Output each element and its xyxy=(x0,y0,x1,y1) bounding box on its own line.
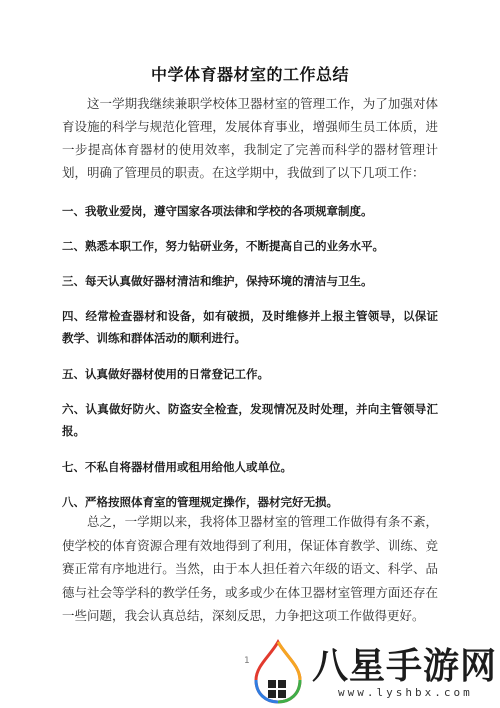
document-title: 中学体育器材室的工作总结 xyxy=(150,65,349,84)
watermark-url: www.lyshbx.com xyxy=(338,686,473,699)
work-item-list xyxy=(62,200,438,526)
work-item: 四、经常检查器材和设备，如有破损，及时维修并上报主管领导，以保证教学、训练和群体活动的顺利进行。 xyxy=(62,309,438,345)
summary-paragraph: 总之，一学期以来，我将体卫器材室的管理工作做得有条不紊，使学校的体育资源合理有效地得到了利用，保证体育教学、训练、竞赛正常有序地进行。当然，由于本人担任着六年级的语文、科学、品德与社会等学科的教学任务，或多或少在体卫器材室管理方面还存在一些问题，我会认真总结，深刻反思，力争把这项工作做得更好。 xyxy=(62,514,438,623)
work-item: 六、认真做好防火、防盗安全检查，发现情况及时处理，并向主管领导汇报。 xyxy=(62,402,438,438)
watermark-brand: 八星手游网 xyxy=(312,646,498,687)
document-page xyxy=(62,0,438,708)
work-item: 一、我敬业爱岗，遵守国家各项法律和学校的各项规章制度。 xyxy=(62,204,373,218)
work-item: 二、熟悉本职工作，努力钻研业务，不断提高自己的业务水平。 xyxy=(62,239,384,253)
page-number: 1 xyxy=(244,656,250,666)
work-item: 五、认真做好器材使用的日常登记工作。 xyxy=(62,367,269,381)
work-item: 三、每天认真做好器材清洁和维护，保持环境的清洁与卫生。 xyxy=(62,274,373,288)
work-item: 七、不私自将器材借用或租用给他人或单位。 xyxy=(62,460,292,474)
watermark xyxy=(248,636,500,708)
work-item: 八、严格按照体育室的管理规定操作，器材完好无损。 xyxy=(62,495,338,509)
intro-paragraph: 这一学期我继续兼职学校体卫器材室的管理工作，为了加强对体育设施的科学与规范化管理，发展体育事业，增强师生员工体质，进一步提高体育器材的使用效率，我制定了完善而科学的器材管理计划，明确了管理员的职责。在这学期中，我做到了以下几项工作： xyxy=(62,96,438,180)
brand-logo-icon xyxy=(248,636,308,708)
